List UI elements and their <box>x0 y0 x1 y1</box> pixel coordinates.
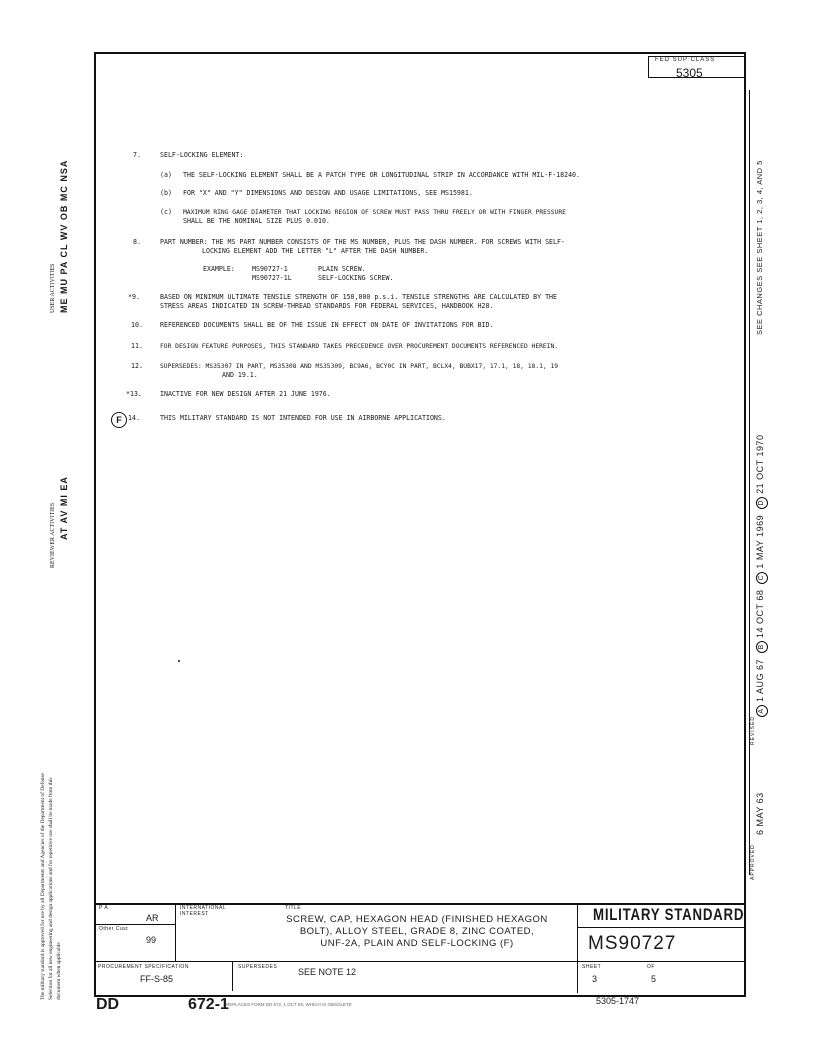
user-activities: ME MU PA CL WV OB MC NSA <box>59 159 69 313</box>
revision-c-marker: C <box>756 572 768 584</box>
title-label: TITLE <box>285 905 302 911</box>
ms-number-rule <box>578 927 746 928</box>
document-title <box>262 914 572 950</box>
example-2-part-number: MS90727-1L <box>252 274 292 282</box>
ms-number: MS90727 <box>588 933 677 954</box>
sheet-label: SHEET <box>582 964 602 970</box>
fsc-value: 5305 <box>676 66 703 80</box>
note-7c-number: (c) <box>160 208 172 216</box>
international-interest-label-2: INTEREST <box>180 911 209 917</box>
example-1-description: PLAIN SCREW. <box>318 265 366 273</box>
user-activities-label: USER ACTIVITIES <box>50 263 56 313</box>
sheet-value: 3 <box>592 974 598 984</box>
note-13-text: INACTIVE FOR NEW DESIGN AFTER 21 JUNE 1976. <box>160 390 331 398</box>
approval-statement-line1: The military standard is approved for use by all Departments and Agencies of the Department of Defense <box>40 773 46 1000</box>
approved-label: APPROVED <box>750 844 756 880</box>
note-7-text: SELF-LOCKING ELEMENT: <box>160 151 244 159</box>
international-interest-label: INTERNATIONAL <box>180 905 227 911</box>
example-1-part-number: MS90727-1 <box>252 265 288 273</box>
note-9-line2: STRESS AREAS INDICATED IN SCREW-THREAD STANDARDS FOR FEDERAL SERVICES, HANDBOOK H28. <box>160 302 494 310</box>
other-cust-value: 99 <box>146 935 157 945</box>
note-14-text: THIS MILITARY STANDARD IS NOT INTENDED FOR USE IN AIRBORNE APPLICATIONS. <box>160 414 446 422</box>
title-block-divider-2 <box>232 961 233 991</box>
revised-label: REVISED <box>750 716 756 745</box>
procurement-spec-label: PROCUREMENT SPECIFICATION <box>98 964 189 970</box>
note-11-number: 11. <box>131 342 143 350</box>
note-12-line2: AND 19.1. <box>222 371 258 379</box>
note-14-number: 14. <box>128 414 140 422</box>
approval-statement-line3: document when applicable <box>56 942 62 1000</box>
approval-statement-line2: Selection for all new engineering and design applications and for repetitive use shall be made from this <box>48 777 54 1000</box>
revision-a-date: 1 AUG 67 <box>755 658 765 702</box>
revision-strip-rule <box>749 90 750 875</box>
revision-d-marker: D <box>756 497 768 509</box>
title-line-1: SCREW, CAP, HEXAGON HEAD (FINISHED HEXAGON <box>286 914 548 925</box>
fsc-code: 5305-1747 <box>596 996 640 1006</box>
note-7b-number: (b) <box>160 189 172 197</box>
title-block-divider-4 <box>96 924 176 925</box>
of-value: 5 <box>651 974 657 984</box>
note-9-number: *9. <box>128 293 140 301</box>
note-12-line1: SUPERSEDES: MS35307 IN PART, MS35308 AND MS35309, BC9A6, BCY0C IN PART, BCLX4, BUBX17, 17.1, 18, 18.1, 19 <box>160 363 559 370</box>
pa-value: AR <box>146 913 159 923</box>
military-standard-heading: MILITARY STANDARD <box>593 905 745 924</box>
note-10-text: REFERENCED DOCUMENTS SHALL BE OF THE ISSUE IN EFFECT ON DATE OF INVITATIONS FOR BID. <box>160 321 494 329</box>
note-9-line1: BASED ON MINIMUM ULTIMATE TENSILE STRENGTH OF 150,000 p.s.i. TENSILE STRENGTHS ARE CALCULATED BY THE <box>160 293 557 301</box>
revision-b-date: 14 OCT 68 <box>755 589 765 638</box>
title-line-3: UNF-2A, PLAIN AND SELF-LOCKING (F) <box>320 938 514 949</box>
title-block-divider-1 <box>175 903 176 961</box>
reviewer-activities-label: REVIEWER ACTIVITIES <box>50 502 56 568</box>
fsc-label: FED SUP CLASS <box>655 57 716 63</box>
supersedes-label: SUPERSEDES <box>238 964 278 970</box>
form-prefix: DD <box>96 996 120 1013</box>
note-8-line1: PART NUMBER: THE MS PART NUMBER CONSISTS OF THE MS NUMBER, PLUS THE DASH NUMBER. FOR SCREWS WITH SELF- <box>160 238 565 246</box>
other-cust-label: Other Cust <box>99 926 129 932</box>
note-7a-text: THE SELF-LOCKING ELEMENT SHALL BE A PATCH TYPE OR LONGITUDINAL STRIP IN ACCORDANCE WITH MIL-F-18240. <box>183 171 580 179</box>
note-8-number: 8. <box>133 238 141 246</box>
title-block-mid-rule <box>96 961 746 962</box>
form-replacement-note: REPLACES FORM DD 672, 1 OCT 59, WHICH IS OBSOLETE <box>226 1002 352 1007</box>
note-12-number: 12. <box>131 362 143 370</box>
approved-date: 6 MAY 63 <box>755 792 765 835</box>
title-line-2: BOLT), ALLOY STEEL, GRADE 8, ZINC COATED, <box>299 926 535 937</box>
title-block-divider-3 <box>577 903 578 993</box>
supersedes-value: SEE NOTE 12 <box>298 967 357 977</box>
procurement-spec-value: FF-S-85 <box>140 974 174 984</box>
revision-change-note: SEE CHANGES SEE SHEET 1, 2, 3, 4, AND 5 <box>755 160 764 335</box>
note-8-line2: LOCKING ELEMENT ADD THE LETTER "L" AFTER THE DASH NUMBER. <box>202 247 429 255</box>
note-7-number: 7. <box>133 151 141 159</box>
revision-f-marker: F <box>111 412 127 428</box>
revision-a-marker: A <box>756 705 768 717</box>
of-label: OF <box>647 964 655 970</box>
pa-label: P A <box>99 905 109 911</box>
note-10-number: 10. <box>131 321 143 329</box>
note-7b-text: FOR "X" AND "Y" DIMENSIONS AND DESIGN AND USAGE LIMITATIONS, SEE MS15981. <box>183 189 473 197</box>
reviewer-activities: AT AV MI EA <box>59 476 69 540</box>
stray-mark <box>178 660 180 662</box>
note-7c-line1: MAXIMUM RING GAGE DIAMETER THAT LOCKING REGION OF SCREW MUST PASS THRU FREELY OR WITH FINGER PRESSURE <box>183 209 566 216</box>
note-13-number: *13. <box>126 390 142 398</box>
revision-b-marker: B <box>756 641 768 653</box>
form-number: 672-1 <box>188 996 229 1013</box>
note-7a-number: (a) <box>160 171 172 179</box>
revision-d-date: 21 OCT 1970 <box>755 434 765 494</box>
revision-c-date: 1 MAY 1969 <box>755 514 765 569</box>
example-label: EXAMPLE: <box>203 265 235 273</box>
example-2-description: SELF-LOCKING SCREW. <box>318 274 394 282</box>
note-7c-line2: SHALL BE THE NOMINAL SIZE PLUS 0.010. <box>183 217 330 225</box>
revision-history <box>755 434 768 720</box>
note-11-text: FOR DESIGN FEATURE PURPOSES, THIS STANDARD TAKES PRECEDENCE OVER PROCUREMENT DOCUMENTS REFERENCED HEREIN. <box>160 343 559 350</box>
